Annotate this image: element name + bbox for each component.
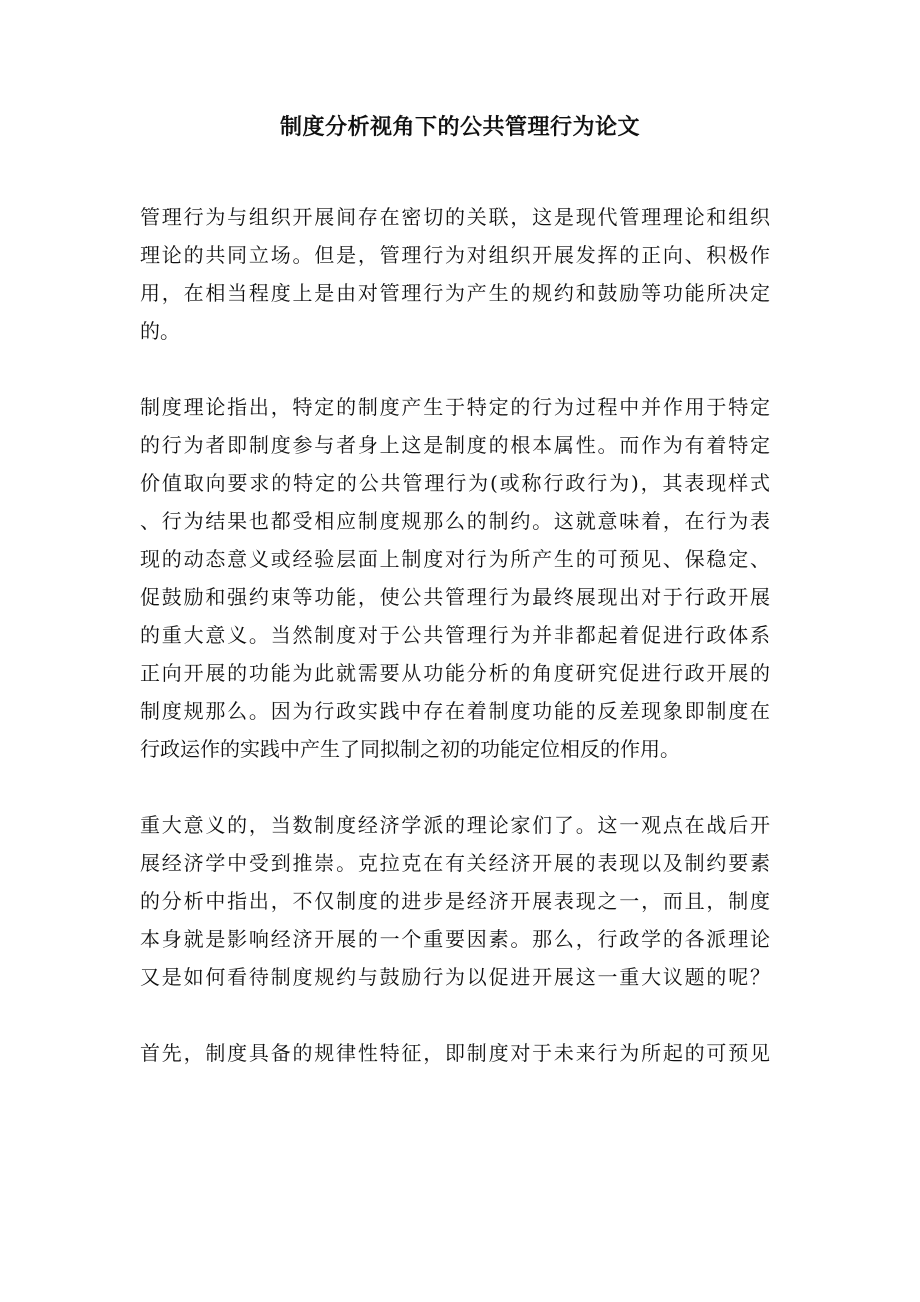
paragraph-2 <box>140 388 770 768</box>
text-line: 管理行为与组织开展间存在密切的关联，这是现代管理理论和组织 <box>140 205 770 229</box>
document-title: 制度分析视角下的公共管理行为论文 <box>279 115 640 140</box>
text-line: 展经济学中受到推崇。克拉克在有关经济开展的表现以及制约要素 <box>140 851 770 875</box>
text-line: 理论的共同立场。但是，管理行为对组织开展发挥的正向、积极作 <box>140 243 770 267</box>
text-line: 的重大意义。当然制度对于公共管理行为并非都起着促进行政体系 <box>140 623 770 647</box>
text-line: 重大意义的，当数制度经济学派的理论家们了。这一观点在战后开 <box>140 813 770 837</box>
text-line: 用，在相当程度上是由对管理行为产生的规约和鼓励等功能所决定 <box>140 281 770 305</box>
text-line: 正向开展的功能为此就需要从功能分析的角度研究促进行政开展的 <box>140 661 770 685</box>
text-line: 制度规那么。因为行政实践中存在着制度功能的反差现象即制度在 <box>140 699 770 723</box>
text-line: 本身就是影响经济开展的一个重要因素。那么，行政学的各派理论 <box>140 927 770 951</box>
text-line: 又是如何看待制度规约与鼓励行为以促进开展这一重大议题的呢？ <box>140 965 770 989</box>
text-line: 的行为者即制度参与者身上这是制度的根本属性。而作为有着特定 <box>140 433 770 457</box>
paragraph-3 <box>140 806 770 996</box>
text-line: 、行为结果也都受相应制度规那么的制约。这就意味着，在行为表 <box>140 509 770 533</box>
text-line: 首先，制度具备的规律性特征，即制度对于未来行为所起的可预见 <box>140 1041 770 1065</box>
text-line: 价值取向要求的特定的公共管理行为(或称行政行为)，其表现样式 <box>140 471 770 495</box>
text-line: 的。 <box>140 319 180 343</box>
text-line: 制度理论指出，特定的制度产生于特定的行为过程中并作用于特定 <box>140 395 770 419</box>
text-line: 行政运作的实践中产生了同拟制之初的功能定位相反的作用。 <box>140 737 680 761</box>
paragraph-1 <box>140 198 770 350</box>
text-line: 的分析中指出，不仅制度的进步是经济开展表现之一，而且，制度 <box>140 889 770 913</box>
text-line: 现的动态意义或经验层面上制度对行为所产生的可预见、保稳定、 <box>140 547 770 571</box>
text-line: 促鼓励和强约束等功能，使公共管理行为最终展现出对于行政开展 <box>140 585 770 609</box>
document-body <box>140 198 770 1110</box>
paragraph-4 <box>140 1034 770 1072</box>
